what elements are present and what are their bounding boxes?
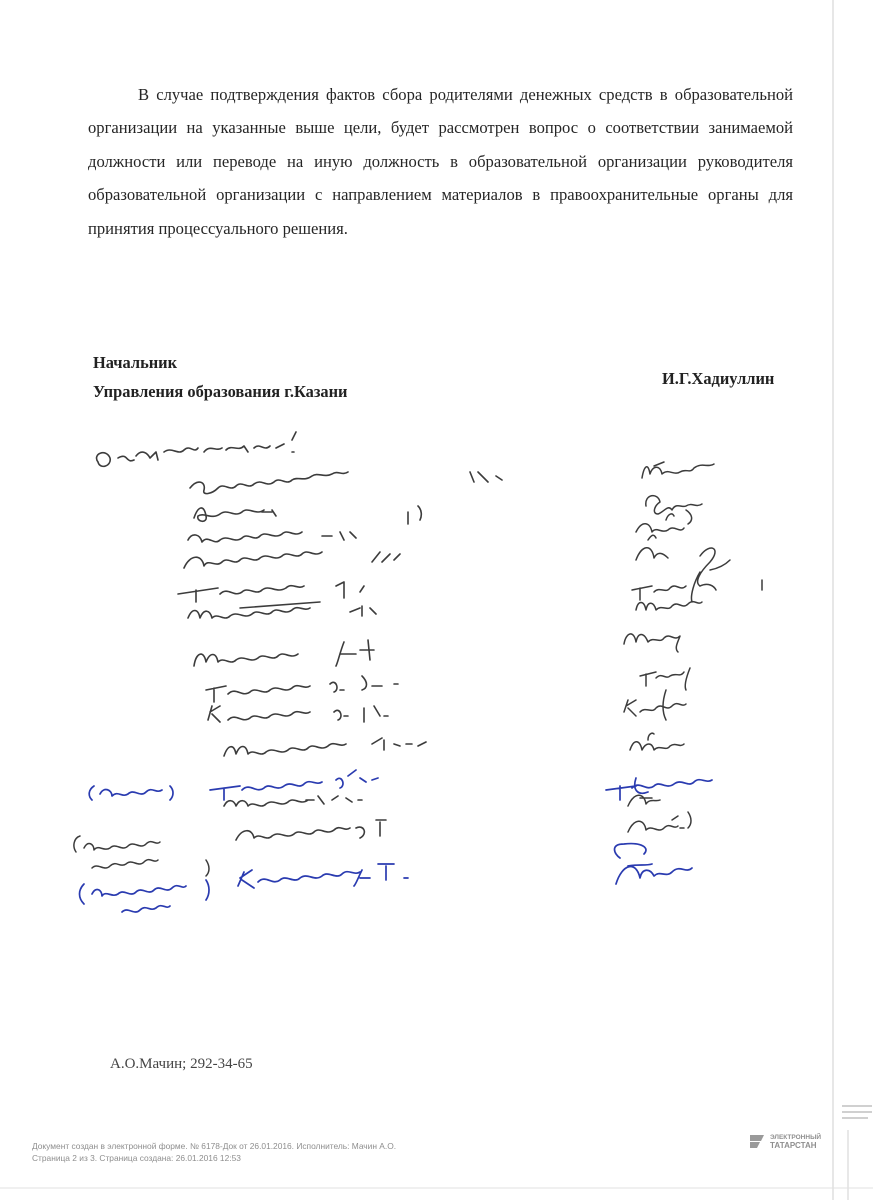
signature-4 (636, 535, 730, 586)
handwritten-name-6 (188, 606, 376, 618)
signature-2 (646, 496, 702, 524)
handwritten-name-3 (188, 532, 356, 542)
handwritten-note-1 (89, 786, 173, 800)
handwritten-name-8 (206, 676, 398, 702)
pencil-signatures (74, 462, 762, 876)
handwritten-note-2 (74, 836, 209, 876)
blue-ink (80, 770, 713, 912)
signature-7 (624, 634, 680, 652)
logo-line-2: ТАТАРСТАН (770, 1141, 817, 1150)
handwritten-name-9 (208, 706, 388, 722)
document-footer (32, 1140, 830, 1164)
handwritten-name-12 (224, 796, 362, 806)
handwritten-name-7 (194, 640, 374, 666)
handwritten-name-13 (236, 820, 386, 840)
signature-1 (642, 462, 714, 478)
handwritten-name-11 (210, 770, 378, 800)
position-title: Начальник (93, 353, 178, 372)
signature-10 (630, 733, 684, 750)
signature-5 (632, 572, 762, 602)
handwritten-name-5 (178, 582, 364, 608)
handwritten-note-3 (80, 880, 210, 912)
signature-6 (636, 602, 702, 610)
signature-12 (628, 795, 660, 806)
handwritten-name-14 (238, 864, 408, 888)
signature-14 (615, 844, 693, 884)
logo-line-1: ЭЛЕКТРОННЫЙ (770, 1134, 822, 1141)
footer-line-2: Страница 2 из 3. Страница создана: 26.01.2016 12:53 (32, 1153, 241, 1163)
signature-13 (628, 812, 691, 832)
signature-8 (640, 668, 690, 690)
handwritten-name-1 (190, 472, 502, 494)
signature-3 (636, 514, 684, 532)
contact-line: А.О.Мачин; 292-34-65 (110, 1056, 253, 1072)
signature-9 (624, 690, 686, 720)
handwritten-name-10 (224, 738, 426, 756)
signer-name: И.Г.Хадиуллин (662, 369, 775, 388)
handwritten-name-2 (194, 506, 421, 524)
pencil-names (97, 432, 502, 840)
main-paragraph: В случае подтверждения фактов сбора родителями денежных средств в образовательной организации на указанные выше цели, будет рассмотрен вопрос о соответствии занимаемой должности или переводе на иную должность в образовательной организации руководителя образовательной организации с направлением материалов в правоохранительные органы для принятия процессуального решения. (88, 85, 793, 238)
signature-11 (606, 778, 712, 800)
electronic-tatarstan-logo (748, 1129, 844, 1153)
department-name: Управления образования г.Казани (93, 382, 348, 401)
footer-line-1: Документ создан в электронной форме. № 6178-Док от 26.01.2016. Исполнитель: Мачин А.О. (32, 1141, 397, 1151)
cropped-stamp-edge (838, 1098, 873, 1128)
handwritten-heading (97, 432, 296, 466)
handwritten-name-4 (184, 552, 400, 568)
